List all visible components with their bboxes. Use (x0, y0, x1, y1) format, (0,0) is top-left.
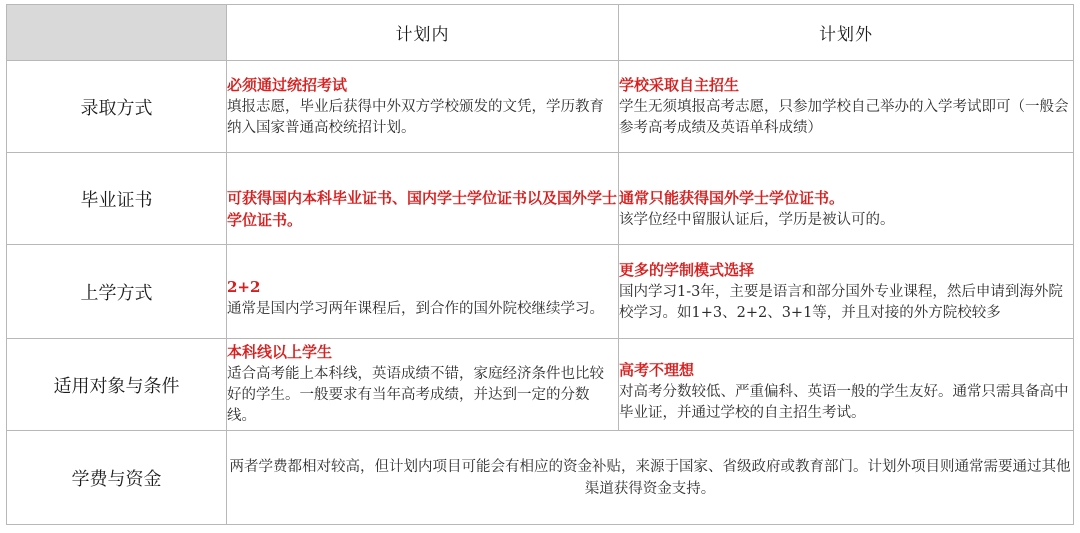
highlight-text: 2+2 (227, 278, 261, 296)
cell-study-mode-plan-in (227, 245, 619, 339)
cell-study-mode-plan-out (619, 245, 1074, 339)
cell-admission-plan-in (227, 61, 619, 153)
highlight-text: 可获得国内本科毕业证书、国内学士学位证书以及国外学士学位证书。 (227, 188, 618, 229)
body-text: 适合高考能上本科线，英语成绩不错，家庭经济条件也比较好的学生。一般要求有当年高考成绩，并达到一定的分数线。 (227, 366, 604, 424)
body-text: 学生无须填报高考志愿，只参加学校自己举办的入学考试即可（一般会参考高考成绩及英语单科成绩） (619, 98, 1069, 136)
cell-diploma-plan-out (619, 153, 1074, 245)
table-row (7, 431, 1074, 525)
header-plan-out: 计划外 (619, 5, 1074, 61)
row-label-eligibility: 适用对象与条件 (7, 339, 227, 431)
table-row (7, 245, 1074, 339)
table-row (7, 153, 1074, 245)
highlight-text: 必须通过统招考试 (227, 75, 348, 94)
header-plan-in: 计划内 (227, 5, 619, 61)
body-text: 通常是国内学习两年课程后，到合作的国外院校继续学习。 (227, 301, 604, 317)
highlight-text: 更多的学制模式选择 (619, 260, 755, 279)
cell-fees-merged: 两者学费都相对较高，但计划内项目可能会有相应的资金补贴，来源于国家、省级政府或教育部门。计划外项目则通常需要通过其他渠道获得资金支持。 (227, 431, 1074, 525)
comparison-table (6, 4, 1074, 525)
cell-eligibility-plan-out (619, 339, 1074, 431)
highlight-text: 高考不理想 (619, 360, 695, 379)
row-label-fees: 学费与资金 (7, 431, 227, 525)
body-text: 该学位经中留服认证后，学历是被认可的。 (619, 212, 895, 228)
body-text: 对高考分数较低、严重偏科、英语一般的学生友好。通常只需具备高中毕业证，并通过学校的自主招生考试。 (619, 383, 1069, 421)
table-header-row (7, 5, 1074, 61)
table-row (7, 339, 1074, 431)
comparison-table-container (6, 4, 1073, 524)
row-label-admission: 录取方式 (7, 61, 227, 153)
row-label-study-mode: 上学方式 (7, 245, 227, 339)
highlight-text: 本科线以上学生 (227, 343, 333, 361)
cell-admission-plan-out (619, 61, 1074, 153)
highlight-text: 学校采取自主招生 (619, 75, 740, 94)
body-text: 国内学习1-3年，主要是语言和部分国外专业课程，然后申请到海外院校学习。如1+3、2+2、3+1等，并且对接的外方院校较多 (619, 283, 1063, 321)
cell-diploma-plan-in (227, 153, 619, 245)
cell-eligibility-plan-in (227, 339, 619, 431)
highlight-text: 通常只能获得国外学士学位证书。 (619, 189, 845, 207)
header-corner-cell (7, 5, 227, 61)
row-label-diploma: 毕业证书 (7, 153, 227, 245)
table-row (7, 61, 1074, 153)
body-text: 填报志愿，毕业后获得中外双方学校颁发的文凭，学历教育纳入国家普通高校统招计划。 (227, 98, 604, 136)
